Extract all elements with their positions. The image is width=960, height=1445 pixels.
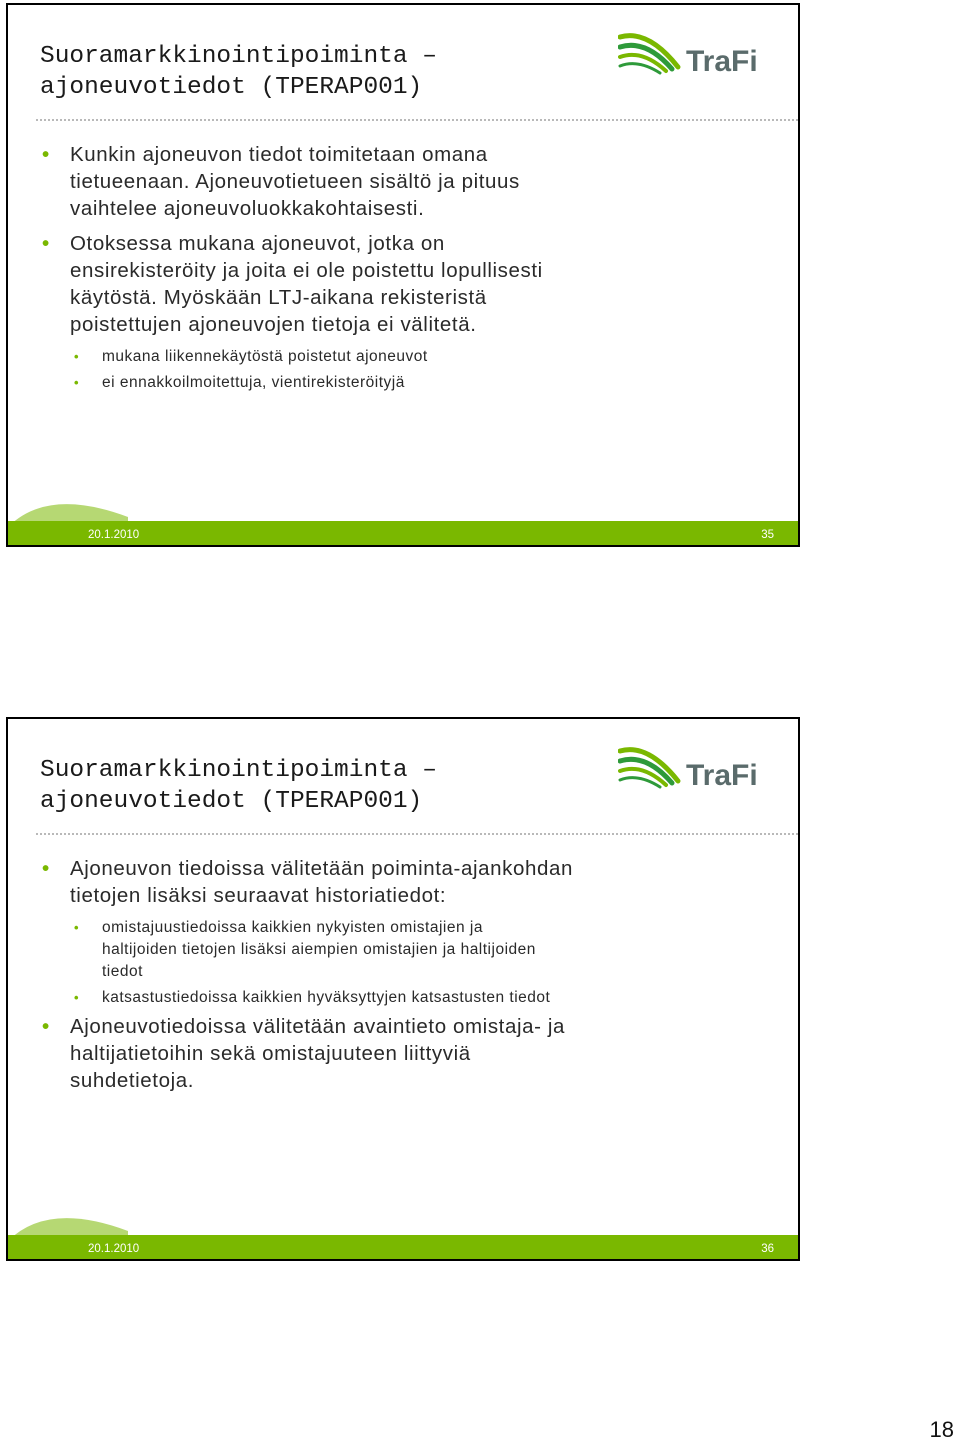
- slide-title: [40, 755, 437, 817]
- title-divider: [36, 833, 798, 835]
- bullet-text: Ajoneuvotiedoissa välitetään avaintieto omistaja- ja: [70, 1015, 566, 1038]
- title-divider: [36, 119, 798, 121]
- logo-text: TraFi: [686, 45, 758, 78]
- bullet-icon: •: [74, 920, 80, 935]
- bullet-icon: •: [74, 990, 80, 1005]
- bullet-item: [40, 230, 758, 338]
- bullet-text: tietueenaan. Ajoneuvotietueen sisältö ja pituus: [70, 170, 520, 193]
- footer-date: 20.1.2010: [88, 1243, 140, 1255]
- bullet-text: käytöstä. Myöskään LTJ-aikana rekisteristä: [70, 286, 487, 309]
- slide-footer: [8, 1235, 798, 1259]
- bullet-text: haltijoiden tietojen lisäksi aiempien omistajien ja haltijoiden: [102, 941, 536, 958]
- logo-text: TraFi: [686, 759, 758, 792]
- bullet-text: Kunkin ajoneuvon tiedot toimitetaan omana: [70, 143, 488, 166]
- slide-number: 35: [761, 529, 774, 541]
- slide-content: [40, 141, 758, 398]
- sub-bullet-item: [40, 987, 758, 1009]
- slide-content: [40, 855, 758, 1102]
- bullet-text: haltijatietoihin sekä omistajuuteen liittyviä: [70, 1042, 471, 1065]
- bullet-text: katsastustiedoissa kaikkien hyväksyttyjen katsastusten tiedot: [102, 989, 551, 1006]
- bullet-text: ensirekisteröity ja joita ei ole poistettu lopullisesti: [70, 259, 543, 282]
- bullet-text: suhdetietoja.: [70, 1069, 195, 1092]
- bullet-text: tiedot: [102, 963, 143, 980]
- bullet-text: tietojen lisäksi seuraavat historiatiedot:: [70, 884, 447, 907]
- bullet-icon: •: [74, 349, 80, 364]
- bullet-text: omistajuustiedoissa kaikkien nykyisten omistajien ja: [102, 919, 483, 936]
- bullet-text: ei ennakkoilmoitettuja, vientirekisteröityjä: [102, 374, 405, 391]
- trafi-logo: [618, 741, 768, 797]
- title-line: Suoramarkkinointipoiminta –: [40, 757, 437, 784]
- bullet-item: [40, 855, 758, 909]
- bullet-icon: •: [42, 857, 50, 880]
- slide-35: [6, 3, 800, 547]
- bullet-text: poistettujen ajoneuvojen tietoja ei välitetä.: [70, 313, 477, 336]
- footer-date: 20.1.2010: [88, 529, 140, 541]
- title-line: Suoramarkkinointipoiminta –: [40, 43, 437, 70]
- bullet-icon: •: [42, 143, 50, 166]
- slide-footer: [8, 521, 798, 545]
- title-line: ajoneuvotiedot (TPERAP001): [40, 788, 423, 815]
- trafi-logo: [618, 27, 768, 83]
- bullet-icon: •: [74, 375, 80, 390]
- title-line: ajoneuvotiedot (TPERAP001): [40, 74, 423, 101]
- bullet-icon: •: [42, 1015, 50, 1038]
- bullet-text: vaihtelee ajoneuvoluokkakohtaisesti.: [70, 197, 425, 220]
- sub-bullet-item: [40, 917, 758, 983]
- bullet-item: [40, 141, 758, 222]
- bullet-icon: •: [42, 232, 50, 255]
- bullet-text: Otoksessa mukana ajoneuvot, jotka on: [70, 232, 445, 255]
- slide-number: 36: [761, 1243, 774, 1255]
- slide-36: [6, 717, 800, 1261]
- bullet-item: [40, 1013, 758, 1094]
- slide-title: [40, 41, 437, 103]
- page-number: 18: [929, 1417, 954, 1442]
- sub-bullet-item: [40, 346, 758, 368]
- bullet-text: mukana liikennekäytöstä poistetut ajoneuvot: [102, 348, 428, 365]
- sub-bullet-item: [40, 372, 758, 394]
- bullet-text: Ajoneuvon tiedoissa välitetään poiminta-ajankohdan: [70, 857, 573, 880]
